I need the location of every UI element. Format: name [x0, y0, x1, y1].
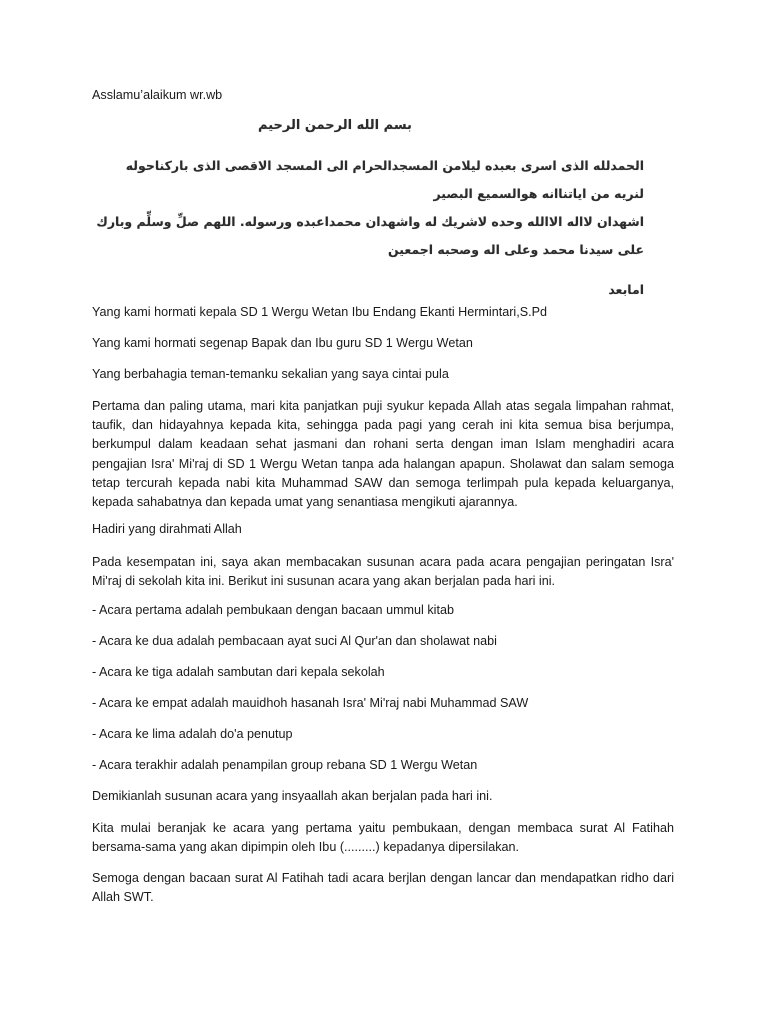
arabic-basmala: بسم الله الرحمن الرحيم: [258, 118, 412, 133]
arabic-amma-badu: امابعد: [608, 282, 644, 297]
closing-line: Demikianlah susunan acara yang insyaallah akan berjalan pada hari ini.: [92, 789, 493, 803]
opening-paragraph: Pertama dan paling utama, mari kita panjatkan puji syukur kepada Allah atas segala limpahan rahmat, taufik, dan hidayahnya kepada kita, sehingga pada pagi yang cerah ini kita semua bisa berjumpa, berkumpul dalam keadaan sehat jasmani dan rohani serta dengan iman Islam menghadiri acara pengajian Isra' Mi'raj di SD 1 Wergu Wetan tanpa ada halangan apapun. Sholawat dan salam semoga tetap tercurah kepada nabi kita Muhammad SAW dan semoga terlimpah pula kepada keluarganya, kepada sahabatnya dan kepada umat yang senantiasa mengikuti ajarannya.: [92, 399, 674, 510]
salutation-headmaster: Yang kami hormati kepala SD 1 Wergu Wetan Ibu Endang Ekanti Hermintari,S.Pd: [92, 305, 548, 319]
agenda-item: - Acara pertama adalah pembukaan dengan bacaan ummul kitab: [92, 603, 454, 617]
final-paragraph: Semoga dengan bacaan surat Al Fatihah tadi acara berjlan dengan lancar dan mendapatkan ridho dari Allah SWT.: [92, 871, 674, 905]
arabic-hamdalah: الحمدلله الذى اسرى بعبده ليلامن المسجدالحرام الى المسجد الاقصى الذى باركناحوله لنريه من اياتناانه هوالسميع البصير: [125, 158, 644, 201]
agenda-item: - Acara ke dua adalah pembacaan ayat suci Al Qur'an dan sholawat nabi: [92, 634, 497, 648]
intro-paragraph: Pada kesempatan ini, saya akan membacakan susunan acara pada acara pengajian peringatan Isra' Mi'raj di sekolah kita ini. Berikut ini susunan acara yang akan berjalan pada hari ini.: [92, 555, 674, 589]
greeting: Asslamu’alaikum wr.wb: [92, 88, 223, 102]
salutation-teachers: Yang kami hormati segenap Bapak dan Ibu guru SD 1 Wergu Wetan: [92, 336, 473, 350]
invite-paragraph: Kita mulai beranjak ke acara yang pertama yaitu pembukaan, dengan membaca surat Al Fatihah bersama-sama yang akan dipimpin oleh Ibu (.........) kepadanya dipersilakan.: [92, 821, 674, 855]
agenda-item: - Acara ke empat adalah mauidhoh hasanah Isra' Mi'raj nabi Muhammad SAW: [92, 696, 529, 710]
arabic-syahadat: اشهدان لااله الاالله وحده لاشريك له واشهدان محمداعبده ورسوله. اللهم صلِّ وسلِّم وبارك على سيدنا محمد وعلى اله وصحبه اجمعين: [96, 214, 644, 257]
salutation-friends: Yang berbahagia teman-temanku sekalian yang saya cintai pula: [92, 367, 449, 381]
agenda-item: - Acara ke lima adalah do'a penutup: [92, 727, 293, 741]
agenda-item: - Acara terakhir adalah penampilan group rebana SD 1 Wergu Wetan: [92, 758, 478, 772]
hadirin-line: Hadiri yang dirahmati Allah: [92, 522, 242, 536]
agenda-item: - Acara ke tiga adalah sambutan dari kepala sekolah: [92, 665, 385, 679]
